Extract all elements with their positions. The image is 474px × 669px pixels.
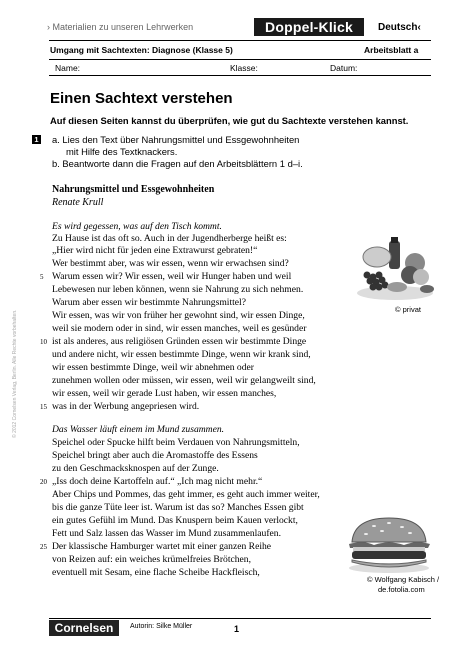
food-photo xyxy=(355,235,435,301)
text-line: von Reizen auf: ein weiches krümelfreies Brötchen, xyxy=(52,554,251,565)
text-line: Lebewesen nur leben können, wenn sie Nahrung zu sich nehmen. xyxy=(52,284,304,295)
line-number: 25 xyxy=(40,543,47,551)
brand-label: Doppel-Klick xyxy=(265,19,353,35)
divider xyxy=(49,40,431,41)
footer-author: Autorin: Silke Müller xyxy=(130,623,193,630)
text-line: bis die ganze Tüte leer ist. Warum ist das so? Manches Essen gibt xyxy=(52,502,304,513)
photo-credit-1: © privat xyxy=(395,305,421,314)
page-number: 1 xyxy=(234,624,240,634)
publisher-logo: Cornelsen xyxy=(49,620,119,636)
line-number: 20 xyxy=(40,478,47,486)
text-line: wir essen bestimmte Dinge, weil wir abnehmen oder xyxy=(52,362,254,373)
text-line: zu den Geschmacksknospen auf der Zunge. xyxy=(52,463,219,474)
section-heading: Es wird gegessen, was auf den Tisch kommt. xyxy=(52,221,222,232)
section-heading: Das Wasser läuft einem im Mund zusammen. xyxy=(52,424,225,435)
hamburger-photo xyxy=(344,514,434,574)
line-number: 5 xyxy=(40,273,44,281)
text-line: Aber Chips und Pommes, das geht immer, es geht auch immer weiter, xyxy=(52,489,320,500)
line-number: 15 xyxy=(40,403,47,411)
text-line: „Iss doch deine Kartoffeln auf.“ „Ich mag nicht mehr.“ xyxy=(52,476,263,487)
name-field-line[interactable] xyxy=(85,62,225,74)
divider xyxy=(49,75,431,76)
side-copyright: © 2012 Cornelsen Verlag, Berlin. Alle Rechte vorbehalten. xyxy=(12,309,18,438)
klasse-field-label: Klasse: xyxy=(230,63,258,73)
text-line: eventuell mit Sesam, eine flache Scheibe Hackfleisch, xyxy=(52,567,260,578)
task-a-line2: mit Hilfe des Textknackers. xyxy=(66,146,178,157)
text-line: Wer bestimmt aber, was wir essen, wenn wir erwachsen sind? xyxy=(52,258,289,269)
header-series: › Materialien zu unseren Lehrwerken xyxy=(47,22,194,32)
text-line: weil sie modern oder in sind, wir essen manches, weil es gesünder xyxy=(52,323,307,334)
text-line: Wir essen, was wir von früher her gewohnt sind, wir essen Dinge, xyxy=(52,310,305,321)
intro-text: Auf diesen Seiten kannst du überprüfen, wie gut du Sachtexte verstehen kannst. xyxy=(50,115,409,126)
line-number: 10 xyxy=(40,338,47,346)
article-title: Nahrungsmittel und Essgewohnheiten xyxy=(52,184,215,195)
text-line: zunehmen wollen oder müssen, wir essen, weil wir gelangweilt sind, xyxy=(52,375,316,386)
text-line: Fett und Salz lassen das Wasser im Mund zusammenlaufen. xyxy=(52,528,281,539)
text-line: Zu Hause ist das oft so. Auch in der Jugendherberge heißt es: xyxy=(52,233,287,244)
header-topic: Umgang mit Sachtexten: Diagnose (Klasse 5) xyxy=(50,45,233,55)
page-title: Einen Sachtext verstehen xyxy=(50,90,233,107)
text-line: wir essen, weil wir gerade Lust haben, wir essen manches, xyxy=(52,388,277,399)
datum-field-line[interactable] xyxy=(362,62,430,74)
task-b: b. Beantworte dann die Fragen auf den Arbeitsblättern 1 d–i. xyxy=(52,158,303,169)
klasse-field-line[interactable] xyxy=(262,62,324,74)
divider xyxy=(49,59,431,60)
name-field-label: Name: xyxy=(55,63,81,73)
text-line: Speichel oder Spucke hilft beim Verdauen von Nahrungsmitteln, xyxy=(52,437,300,448)
text-line: Warum aber essen wir bestimmte Nahrungsmittel? xyxy=(52,297,246,308)
brand-banner xyxy=(254,18,364,36)
task-a-line1: a. Lies den Text über Nahrungsmittel und Essgewohnheiten xyxy=(52,134,300,145)
text-line: Warum essen wir? Wir essen, weil wir Hunger haben und weil xyxy=(52,271,292,282)
photo-credit-2-line1: © Wolfgang Kabisch / xyxy=(367,575,440,584)
divider xyxy=(49,618,431,619)
text-line: ist als anderes, aus religiösen Gründen essen wir bestimmte Dinge xyxy=(52,336,307,347)
datum-field-label: Datum: xyxy=(330,63,358,73)
text-line: Der klassische Hamburger wartet mit einer ganzen Reihe xyxy=(52,541,272,552)
photo-credit-2-line2: de.fotolia.com xyxy=(378,585,425,594)
article-author: Renate Krull xyxy=(52,197,104,208)
text-line: „Hier wird nicht für jeden eine Extrawurst gebraten!“ xyxy=(52,245,258,256)
header-sheet: Arbeitsblatt a xyxy=(364,45,419,55)
text-line: und andere nicht, wir essen bestimmte Dinge, wenn wir krank sind, xyxy=(52,349,311,360)
text-line: ein gutes Gefühl im Mund. Das Knuspern beim Kauen verlockt, xyxy=(52,515,298,526)
chevron-right-icon: › xyxy=(47,22,50,32)
chevron-left-icon: ‹ xyxy=(417,22,421,33)
task-number-badge: 1 xyxy=(32,135,41,144)
text-line: was in der Werbung angepriesen wird. xyxy=(52,401,200,412)
text-line: Speichel bringt aber auch die Aromastoffe des Essens xyxy=(52,450,258,461)
header-subject: Deutsch‹ xyxy=(378,22,421,33)
